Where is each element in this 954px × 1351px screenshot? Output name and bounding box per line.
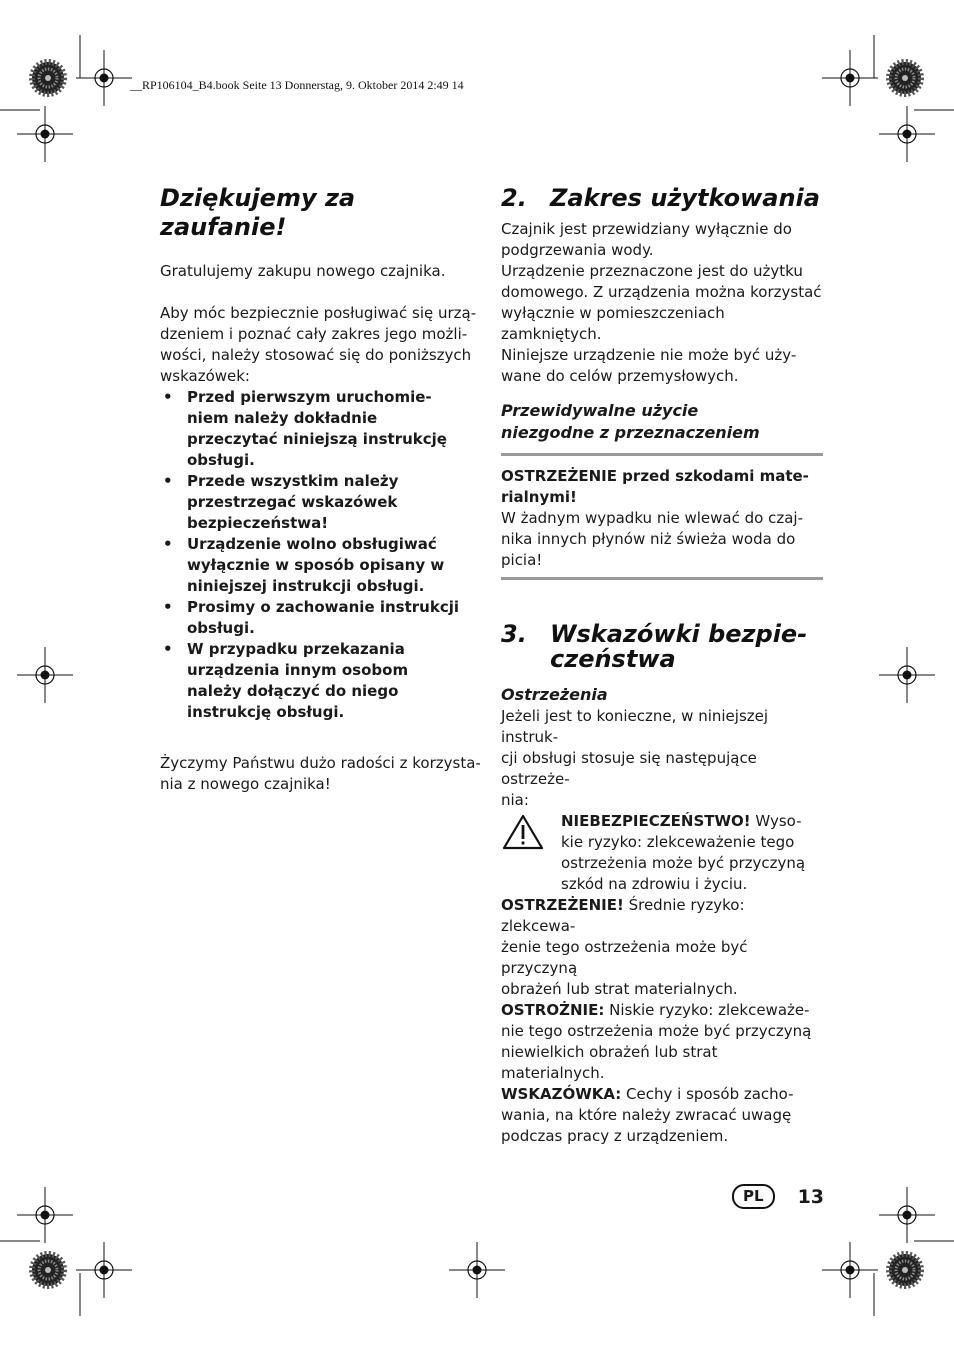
bullet-item: • Prosimy o zachowanie instrukcji obsługi.	[160, 597, 482, 639]
closing-paragraph: Życzymy Państwu dużo radości z korzysta- nia z nowego czajnika!	[160, 754, 481, 793]
warnings-intro: Jeżeli jest to konieczne, w niniejszej instruk- cji obsługi stosuje się następujące ostrzeże- nia:	[501, 707, 769, 809]
warnings-subheading: Ostrzeżenia	[501, 685, 608, 704]
page-footer	[732, 1184, 824, 1209]
note-level-entry: WSKAZÓWKA: Cechy i sposób zacho- wania, na które należy zwracać uwagę podczas pracy z urządzeniem.	[501, 1085, 794, 1145]
intended-use-paragraph: Czajnik jest przewidziany wyłącznie do podgrzewania wody. Urządzenie przeznaczone jest do użytku domowego. Z urządzenia można korzystać wyłącznie w pomieszczeniach zamkniętych. Niniejsze urządzenie nie może być uży- wane do celów przemysłowych.	[501, 220, 822, 385]
note-label: WSKAZÓWKA:	[501, 1085, 622, 1103]
section-2-number: 2.	[501, 184, 527, 212]
misuse-subheading: Przewidywalne użycie niezgodne z przeznaczeniem	[501, 401, 760, 442]
section-2-heading	[501, 184, 823, 213]
section-3-heading	[501, 620, 823, 674]
danger-level-row: NIEBEZPIECZEŃSTWO! Wyso- kie ryzyko: zlekceważenie tego ostrzeżenia może być przyczyną szkód na zdrowiu i życiu.	[501, 811, 823, 895]
right-column	[501, 184, 823, 1147]
print-slug: __RP106104_B4.book Seite 13 Donnerstag, 9. Oktober 2014 2:49 14	[130, 78, 464, 92]
warning-box-text: W żadnym wypadku nie wlewać do czaj-	[501, 509, 803, 527]
page-number: 13	[797, 1185, 825, 1208]
language-badge: PL	[732, 1184, 775, 1209]
bullet-item: • Urządzenie wolno obsługiwać wyłącznie w sposób opisany w niniejszej instrukcji obsługi.	[160, 534, 482, 597]
intro-paragraph-2: Aby móc bezpiecznie posługiwać się urzą- dzeniem i poznać cały zakres jego możli- wości, należy stosować się do poniższych wskazówek:	[160, 304, 477, 385]
warning-label: OSTRZEŻENIE!	[501, 896, 624, 914]
section-2-title: Zakres użytkowania	[550, 184, 820, 212]
warning-level-entry: OSTRZEŻENIE! Średnie ryzyko: zlekcewa- żenie tego ostrzeżenia może być przyczyną obrażeń lub strat materialnych.	[501, 896, 748, 998]
danger-label: NIEBEZPIECZEŃSTWO!	[561, 812, 751, 830]
warning-triangle-icon	[501, 813, 545, 851]
bullet-item: • W przypadku przekazania urządzenia innym osobom należy dołączyć do niego instrukcję obsługi.	[160, 639, 482, 723]
bullet-item: • Przed pierwszym uruchomie- niem należy dokładnie przeczytać niniejszą instrukcję obsługi.	[160, 387, 482, 471]
section-3-number: 3.	[501, 620, 527, 648]
bullet-item: • Przede wszystkim należy przestrzegać wskazówek bezpieczeństwa!	[160, 471, 482, 534]
caution-label: OSTROŻNIE:	[501, 1001, 605, 1019]
safety-bullet-list	[160, 387, 482, 723]
left-column	[160, 184, 482, 795]
material-damage-warning-box: OSTRZEŻENIE przed szkodami mate- rialnymi! W żadnym wypadku nie wlewać do czaj- nika innych płynów niż świeża woda do picia!	[501, 453, 823, 580]
thanks-heading: Dziękujemy za zaufanie!	[160, 184, 356, 241]
section-3-title: Wskazówki bezpie- czeństwa	[550, 620, 808, 673]
warning-box-title: OSTRZEŻENIE przed szkodami mate-	[501, 467, 809, 485]
intro-paragraph-1: Gratulujemy zakupu nowego czajnika.	[160, 262, 446, 280]
caution-level-entry: OSTROŻNIE: Niskie ryzyko: zlekceważe- nie tego ostrzeżenia może być przyczyną niewielkich obrażeń lub strat materialnych.	[501, 1001, 812, 1082]
